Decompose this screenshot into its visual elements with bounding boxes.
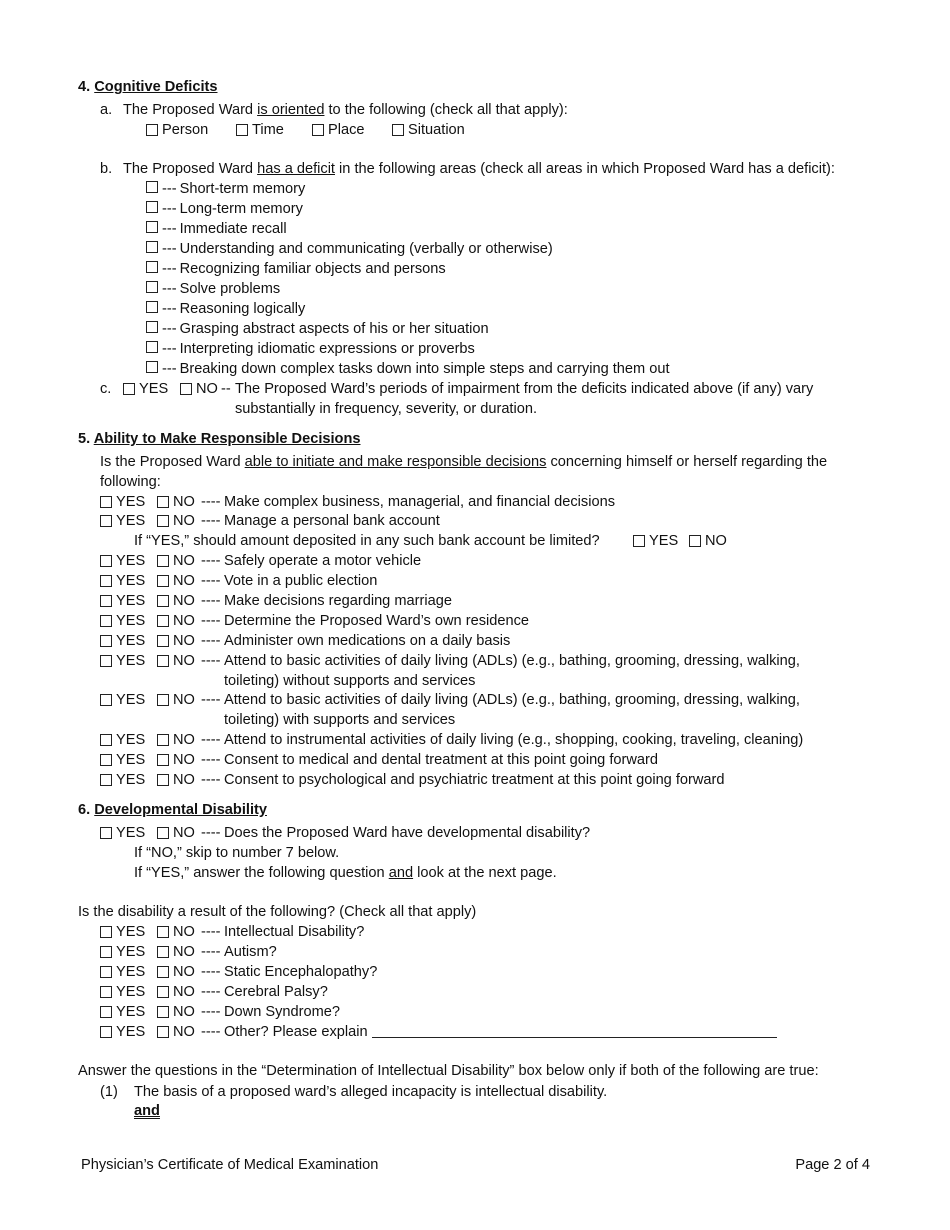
checkbox-icon[interactable]	[100, 615, 112, 627]
no-checkbox[interactable]: NO	[180, 379, 218, 399]
checkbox-icon[interactable]	[100, 515, 112, 527]
yes-checkbox[interactable]: YES	[123, 379, 168, 399]
dash-leader: ---	[162, 281, 177, 297]
yes-checkbox[interactable]: YES	[100, 823, 145, 843]
document-page: 4. Cognitive Deficits a. The Proposed Ward is oriented to the following (check all that apply): Person Time Place Situation b. The Proposed Ward has a deficit in the following areas (check all areas in which Proposed Ward has a deficit): --- Short-term memory --- Long-term memory --- Immediate recall --- Understanding and communicating (verbally or otherwise) --- Recognizing familiar objects and persons --- Solve problems --- Reasoning logically --- Grasping abstract aspects of his or her situation --- Interpreting idiomatic expressions or proverbs --- Breaking down complex tasks down into simple steps and carrying them out c. YES NO -- The Proposed Ward’s periods of impairment from the deficits indicated above (if any) vary substantially in frequency, severity, or duration. 5. Ability to Make Responsible Decisions Is the Proposed Ward able to initiate and make responsible decisions concerning himself or herself regarding the following: YES NO ---- Make complex business, managerial, and financial decisions YES NO ---- Manage a personal bank account YES NO ---- Safely operate a motor vehicle YES NO ---- Vote in a public election YES NO ---- Make decisions regarding marriage YES NO ---- Determine the Proposed Ward’s own residence YES NO ---- Administer own medications on a daily basis YES NO ---- Attend to basic activities of daily living (ADLs) (e.g., bathing, grooming, dressing, walking, toileting) without supports and services YES NO ---- Attend to basic activities of daily living (ADLs) (e.g., bathing, grooming, dressing, walking, toileting) with supports and services YES NO ---- Attend to instrumental activities of daily living (e.g., shopping, cooking, traveling, cleaning) YES NO ---- Consent to medical and dental treatment at this point going forward YES NO ---- Consent to psychological and psychiatric treatment at this point going forward If “YES,” should amount deposited in any such bank account be limited? YES NO 6. Developmental Disability YES NO ---- Does the Proposed Ward have developmental disability? If “NO,” skip to number 7 below. If “YES,” answer the following question and look at the next page. Is the disability a result of the following? (Check all that apply) YES NO ---- Intellectual Disability? YES NO ---- Autism? YES NO ---- Static Encephalopathy? YES NO ---- Cerebral Palsy? YES NO ---- Down Syndrome? YES NO ---- Other? Please explain Answer the questions in the “Determination of Intellectual Disability” box below only if both of the following are true: (1) The basis of a proposed ward’s alleged incapacity is intellectual disability. and Physician’s Certificate of Medical Examination Page 2 of 4	[78, 79, 870, 1173]
cause-label: Down Syndrome?	[224, 1004, 340, 1020]
no-checkbox[interactable]: NO	[157, 492, 195, 512]
s4c-letter: c.	[100, 381, 112, 397]
answer-intro: Answer the questions in the “Determination of Intellectual Disability” box below only if both of the following are true:	[78, 1063, 819, 1079]
checkbox-icon[interactable]	[146, 301, 158, 313]
decision-label: Make decisions regarding marriage	[224, 593, 452, 609]
decision-label: Administer own medications on a daily basis	[224, 633, 511, 649]
bank-limit-no-checkbox[interactable]: NO	[689, 531, 727, 551]
and-connector: and	[134, 1103, 160, 1119]
deficit-checkbox[interactable]	[146, 321, 162, 333]
deficit-label: Recognizing familiar objects and persons	[179, 261, 446, 277]
deficit-checkbox[interactable]	[146, 281, 162, 293]
checkbox-icon[interactable]	[157, 496, 169, 508]
bank-limit-yes-checkbox[interactable]: YES	[633, 531, 678, 551]
cause-label: Static Encephalopathy?	[224, 964, 378, 980]
checkbox-icon[interactable]	[157, 946, 169, 958]
yes-checkbox[interactable]: YES	[100, 1002, 145, 1022]
no-checkbox[interactable]: NO	[157, 1022, 195, 1042]
deficit-label: Breaking down complex tasks down into simple steps and carrying them out	[179, 361, 670, 377]
impairment-text-cont: substantially in frequency, severity, or duration.	[235, 401, 538, 417]
checkbox-icon[interactable]	[157, 515, 169, 527]
deficit-item	[146, 359, 670, 379]
checkbox-icon[interactable]	[100, 734, 112, 746]
dash-leader: ---	[162, 301, 177, 317]
checkbox-icon[interactable]	[146, 321, 158, 333]
deficit-item	[146, 199, 303, 219]
checkbox-icon[interactable]	[100, 946, 112, 958]
deficit-item	[146, 319, 489, 339]
if-yes-instruction: If “YES,” answer the following question and look at the next page.	[134, 865, 557, 881]
item-letter: a.	[100, 102, 113, 118]
decision-label: Attend to instrumental activities of daily living (e.g., shopping, cooking, traveling, cleaning)	[224, 732, 804, 748]
checkbox-icon[interactable]	[146, 221, 158, 233]
no-checkbox[interactable]: NO	[157, 1002, 195, 1022]
checkbox-icon[interactable]	[146, 241, 158, 253]
no-checkbox[interactable]: NO	[157, 591, 195, 611]
cause-label: Other? Please explain	[224, 1022, 777, 1042]
yes-checkbox[interactable]: YES	[100, 551, 145, 571]
dash-leader: --	[221, 381, 231, 397]
dash-leader: ---	[162, 241, 177, 257]
no-checkbox[interactable]: NO	[157, 750, 195, 770]
no-checkbox[interactable]: NO	[157, 962, 195, 982]
section-title: Ability to Make Responsible Decisions	[93, 431, 361, 447]
dash-leader: ---	[162, 181, 177, 197]
decision-label: Consent to psychological and psychiatric treatment at this point going forward	[224, 772, 725, 788]
yes-checkbox[interactable]: YES	[100, 651, 145, 671]
yes-checkbox[interactable]: YES	[100, 982, 145, 1002]
checkbox-icon[interactable]	[157, 635, 169, 647]
decision-label: Vote in a public election	[224, 573, 378, 589]
checkbox-icon[interactable]	[157, 774, 169, 786]
checkbox-icon[interactable]	[633, 535, 645, 547]
checkbox-icon[interactable]	[157, 926, 169, 938]
checkbox-icon[interactable]	[100, 694, 112, 706]
no-checkbox[interactable]: NO	[157, 823, 195, 843]
cause-label: Autism?	[224, 944, 277, 960]
deficit-checkbox[interactable]	[146, 301, 162, 313]
checkbox-icon[interactable]	[100, 655, 112, 667]
yes-checkbox[interactable]: YES	[100, 690, 145, 710]
s4b-text: The Proposed Ward has a deficit in the following areas (check all areas in which Proposed Ward has a deficit):	[123, 161, 835, 177]
deficit-label: Understanding and communicating (verbally or otherwise)	[179, 241, 553, 257]
decision-label: Make complex business, managerial, and financial decisions	[224, 494, 615, 510]
cause-label: Intellectual Disability?	[224, 924, 365, 940]
deficit-label: Solve problems	[179, 281, 281, 297]
checkbox-icon[interactable]	[100, 966, 112, 978]
checkbox-icon[interactable]	[157, 734, 169, 746]
footer-title: Physician’s Certificate of Medical Examination	[81, 1157, 379, 1173]
impairment-text: The Proposed Ward’s periods of impairment from the deficits indicated above (if any) vary	[235, 381, 814, 397]
s5-intro-cont: following:	[100, 474, 161, 490]
checkbox-icon[interactable]	[100, 926, 112, 938]
yes-checkbox[interactable]: YES	[100, 1022, 145, 1042]
yes-checkbox[interactable]: YES	[100, 591, 145, 611]
checkbox-icon[interactable]	[157, 575, 169, 587]
decision-label: Attend to basic activities of daily living (ADLs) (e.g., bathing, grooming, dressing, walking,	[224, 692, 800, 708]
deficit-item	[146, 179, 305, 199]
decision-label-cont: toileting) with supports and services	[224, 712, 456, 728]
s4b-letter: b.	[100, 161, 113, 177]
section-number: 4.	[78, 79, 91, 95]
checkbox-icon[interactable]	[180, 383, 192, 395]
checkbox-icon[interactable]	[157, 615, 169, 627]
cause-prompt: Is the disability a result of the following? (Check all that apply)	[78, 904, 477, 920]
condition-number: (1)	[100, 1084, 118, 1100]
deficit-item	[146, 259, 446, 279]
checkbox-icon[interactable]	[157, 1026, 169, 1038]
dash-leader: ---	[162, 201, 177, 217]
deficit-checkbox[interactable]	[146, 221, 162, 233]
yes-checkbox[interactable]: YES	[100, 631, 145, 651]
no-checkbox[interactable]: NO	[157, 511, 195, 531]
decision-label-cont: toileting) without supports and services	[224, 673, 476, 689]
decision-label: Safely operate a motor vehicle	[224, 553, 422, 569]
checkbox-icon[interactable]	[100, 827, 112, 839]
checkbox-icon[interactable]	[157, 555, 169, 567]
checkbox-icon[interactable]	[312, 124, 324, 136]
yes-checkbox[interactable]: YES	[100, 962, 145, 982]
dd-question: Does the Proposed Ward have developmental disability?	[224, 825, 591, 841]
yes-checkbox[interactable]: YES	[100, 922, 145, 942]
checkbox-icon[interactable]	[157, 595, 169, 607]
checkbox-icon[interactable]	[100, 635, 112, 647]
no-checkbox[interactable]: NO	[157, 611, 195, 631]
checkbox-icon[interactable]	[100, 774, 112, 786]
deficit-label: Reasoning logically	[179, 301, 306, 317]
no-checkbox[interactable]: NO	[157, 730, 195, 750]
checkbox-icon[interactable]	[100, 1026, 112, 1038]
dash-leader: ---	[162, 341, 177, 357]
explain-blank-field[interactable]	[372, 1023, 777, 1038]
decision-label: Consent to medical and dental treatment at this point going forward	[224, 752, 659, 768]
yes-checkbox[interactable]: YES	[100, 730, 145, 750]
no-checkbox[interactable]: NO	[157, 631, 195, 651]
checkbox-icon[interactable]	[100, 496, 112, 508]
deficit-checkbox[interactable]	[146, 341, 162, 353]
section-4-heading	[78, 79, 218, 95]
deficit-item	[146, 339, 475, 359]
deficit-label: Long-term memory	[179, 201, 303, 217]
deficit-item	[146, 219, 287, 239]
checkbox-icon[interactable]	[392, 124, 404, 136]
deficit-checkbox[interactable]	[146, 361, 162, 373]
checkbox-icon[interactable]	[157, 966, 169, 978]
s4a-text: The Proposed Ward is oriented to the following (check all that apply):	[123, 102, 568, 118]
deficit-checkbox[interactable]	[146, 241, 162, 253]
checkbox-icon[interactable]	[146, 341, 158, 353]
page-number: Page 2 of 4	[795, 1157, 870, 1173]
yes-checkbox[interactable]: YES	[100, 611, 145, 631]
bank-followup: If “YES,” should amount deposited in any such bank account be limited? YES NO	[134, 533, 727, 549]
decision-label: Attend to basic activities of daily living (ADLs) (e.g., bathing, grooming, dressing, walking,	[224, 653, 800, 669]
no-checkbox[interactable]: NO	[157, 982, 195, 1002]
yes-checkbox[interactable]: YES	[100, 571, 145, 591]
yes-checkbox[interactable]: YES	[100, 492, 145, 512]
dash-leader: ---	[162, 361, 177, 377]
deficit-checkbox[interactable]	[146, 181, 162, 193]
checkbox-icon[interactable]	[146, 261, 158, 273]
checkbox-icon[interactable]	[146, 201, 158, 213]
dash-leader: ---	[162, 321, 177, 337]
checkbox-icon[interactable]	[100, 754, 112, 766]
checkbox-icon[interactable]	[146, 281, 158, 293]
condition-1-text: The basis of a proposed ward’s alleged incapacity is intellectual disability.	[134, 1084, 608, 1100]
section-6-heading: 6. Developmental Disability	[78, 802, 267, 818]
section-title: Developmental Disability	[94, 802, 267, 818]
yes-checkbox[interactable]: YES	[100, 511, 145, 531]
checkbox-icon[interactable]	[123, 383, 135, 395]
deficit-checkbox[interactable]	[146, 201, 162, 213]
section-5-heading: 5. Ability to Make Responsible Decisions	[78, 431, 361, 447]
yes-checkbox[interactable]: YES	[100, 750, 145, 770]
checkbox-icon[interactable]	[157, 986, 169, 998]
checkbox-icon[interactable]	[157, 827, 169, 839]
checkbox-icon[interactable]	[236, 124, 248, 136]
no-checkbox[interactable]: NO	[157, 770, 195, 790]
checkbox-icon[interactable]	[157, 1006, 169, 1018]
checkbox-person[interactable]: Person	[146, 120, 208, 140]
checkbox-icon[interactable]	[157, 694, 169, 706]
checkbox-icon[interactable]	[146, 361, 158, 373]
deficit-checkbox[interactable]	[146, 261, 162, 273]
s5-intro: Is the Proposed Ward able to initiate and make responsible decisions concerning himself or herself regarding the	[100, 454, 828, 470]
dash-leader: ---	[162, 221, 177, 237]
checkbox-situation[interactable]: Situation	[392, 120, 465, 140]
yes-checkbox[interactable]: YES	[100, 942, 145, 962]
no-checkbox[interactable]: NO	[157, 690, 195, 710]
checkbox-icon[interactable]	[100, 1006, 112, 1018]
deficit-label: Grasping abstract aspects of his or her situation	[179, 321, 489, 337]
no-checkbox[interactable]: NO	[157, 571, 195, 591]
checkbox-icon[interactable]	[100, 986, 112, 998]
s4a-line	[100, 100, 112, 120]
checkbox-icon[interactable]	[146, 124, 158, 136]
no-checkbox[interactable]: NO	[157, 922, 195, 942]
decision-label: Determine the Proposed Ward’s own residence	[224, 613, 530, 629]
deficit-label: Short-term memory	[179, 181, 306, 197]
checkbox-icon[interactable]	[157, 754, 169, 766]
no-checkbox[interactable]: NO	[157, 942, 195, 962]
checkbox-icon[interactable]	[157, 655, 169, 667]
checkbox-icon[interactable]	[146, 181, 158, 193]
checkbox-place[interactable]: Place	[312, 120, 365, 140]
deficit-item	[146, 299, 305, 319]
deficit-label: Immediate recall	[179, 221, 287, 237]
checkbox-time[interactable]: Time	[236, 120, 284, 140]
no-checkbox[interactable]: NO	[157, 551, 195, 571]
if-no-instruction: If “NO,” skip to number 7 below.	[134, 845, 340, 861]
checkbox-icon[interactable]	[100, 575, 112, 587]
checkbox-icon[interactable]	[100, 595, 112, 607]
deficit-label: Interpreting idiomatic expressions or proverbs	[179, 341, 475, 357]
deficit-item	[146, 279, 280, 299]
checkbox-icon[interactable]	[689, 535, 701, 547]
no-checkbox[interactable]: NO	[157, 651, 195, 671]
checkbox-icon[interactable]	[100, 555, 112, 567]
section-title: Cognitive Deficits	[94, 79, 218, 95]
cause-label: Cerebral Palsy?	[224, 984, 328, 1000]
decision-label: Manage a personal bank account	[224, 513, 440, 529]
dash-leader: ---	[162, 261, 177, 277]
deficit-item	[146, 239, 553, 259]
yes-checkbox[interactable]: YES	[100, 770, 145, 790]
